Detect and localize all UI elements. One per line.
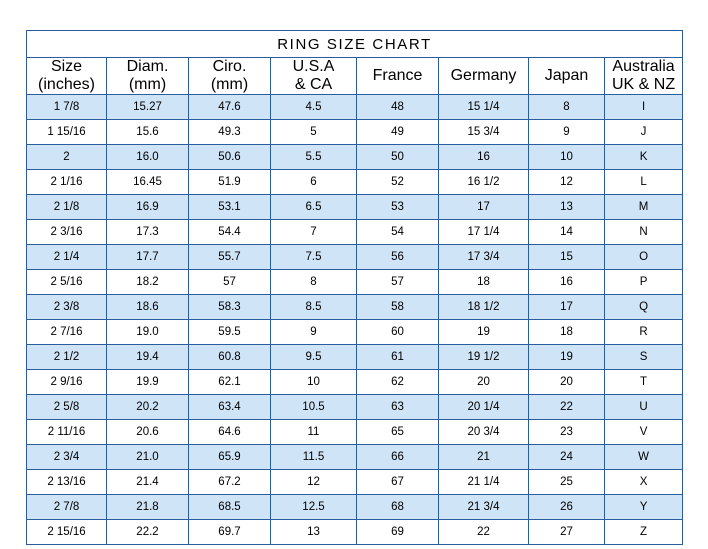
table-cell: 18.6 — [107, 295, 189, 320]
table-row — [27, 95, 683, 120]
table-cell: 19.0 — [107, 320, 189, 345]
table-cell: 19 1/2 — [439, 345, 529, 370]
header-line-2: UK & NZ — [611, 76, 676, 93]
table-cell: 16 1/2 — [439, 170, 529, 195]
table-cell: 23 — [529, 420, 605, 445]
table-row — [27, 195, 683, 220]
column-header-germany: Germany — [439, 58, 529, 95]
table-cell: 19 — [439, 320, 529, 345]
table-cell: 16.9 — [107, 195, 189, 220]
header-line-1: Ciro. — [212, 58, 247, 75]
table-cell: 2 7/16 — [27, 320, 107, 345]
table-cell: Y — [605, 495, 683, 520]
chart-title: RING SIZE CHART — [27, 31, 683, 58]
header-line-1: Diam. — [126, 58, 169, 75]
table-row — [27, 445, 683, 470]
table-row — [27, 320, 683, 345]
column-header-australia-uk-nz — [605, 58, 683, 95]
table-cell: 16.45 — [107, 170, 189, 195]
table-cell: 2 13/16 — [27, 470, 107, 495]
table-cell: 69.7 — [189, 520, 271, 545]
table-cell: 15.27 — [107, 95, 189, 120]
column-header-size — [27, 58, 107, 95]
table-cell: 17.7 — [107, 245, 189, 270]
table-cell: 20 — [439, 370, 529, 395]
column-header-japan: Japan — [529, 58, 605, 95]
table-cell: 9 — [529, 120, 605, 145]
table-cell: 67 — [357, 470, 439, 495]
title-row — [27, 31, 683, 58]
table-cell: 53.1 — [189, 195, 271, 220]
table-cell: 69 — [357, 520, 439, 545]
table-cell: 62.1 — [189, 370, 271, 395]
table-cell: 26 — [529, 495, 605, 520]
table-cell: 20 1/4 — [439, 395, 529, 420]
table-cell: 49 — [357, 120, 439, 145]
table-cell: 17 3/4 — [439, 245, 529, 270]
table-cell: 58 — [357, 295, 439, 320]
table-row — [27, 370, 683, 395]
table-cell: 27 — [529, 520, 605, 545]
table-cell: 5.5 — [271, 145, 357, 170]
header-line-1: U.S.A — [292, 58, 335, 75]
table-cell: T — [605, 370, 683, 395]
column-header-france: France — [357, 58, 439, 95]
table-cell: 65.9 — [189, 445, 271, 470]
table-cell: 62 — [357, 370, 439, 395]
table-row — [27, 495, 683, 520]
table-cell: 22.2 — [107, 520, 189, 545]
table-cell: 12.5 — [271, 495, 357, 520]
header-row — [27, 58, 683, 95]
table-cell: 68.5 — [189, 495, 271, 520]
table-cell: I — [605, 95, 683, 120]
table-cell: 21 1/4 — [439, 470, 529, 495]
table-cell: 65 — [357, 420, 439, 445]
table-cell: 8 — [529, 95, 605, 120]
table-cell: 16.0 — [107, 145, 189, 170]
table-cell: M — [605, 195, 683, 220]
table-cell: J — [605, 120, 683, 145]
table-cell: 21.8 — [107, 495, 189, 520]
table-cell: 2 9/16 — [27, 370, 107, 395]
table-cell: 6 — [271, 170, 357, 195]
table-cell: 66 — [357, 445, 439, 470]
table-cell: P — [605, 270, 683, 295]
table-cell: 47.6 — [189, 95, 271, 120]
table-cell: 12 — [271, 470, 357, 495]
table-cell: 8.5 — [271, 295, 357, 320]
table-cell: 10 — [529, 145, 605, 170]
table-cell: 18.2 — [107, 270, 189, 295]
table-cell: 1 15/16 — [27, 120, 107, 145]
table-row — [27, 270, 683, 295]
table-cell: 50 — [357, 145, 439, 170]
table-cell: 9.5 — [271, 345, 357, 370]
header-line-1: Australia — [612, 58, 675, 75]
table-cell: 13 — [529, 195, 605, 220]
table-cell: V — [605, 420, 683, 445]
table-cell: 6.5 — [271, 195, 357, 220]
table-cell: Q — [605, 295, 683, 320]
table-cell: 2 5/8 — [27, 395, 107, 420]
table-cell: 50.6 — [189, 145, 271, 170]
table-cell: 8 — [271, 270, 357, 295]
table-cell: N — [605, 220, 683, 245]
table-cell: 54 — [357, 220, 439, 245]
table-cell: 18 — [529, 320, 605, 345]
table-cell: 17.3 — [107, 220, 189, 245]
table-cell: 2 3/8 — [27, 295, 107, 320]
table-cell: 11 — [271, 420, 357, 445]
table-cell: U — [605, 395, 683, 420]
table-cell: 57 — [357, 270, 439, 295]
table-row — [27, 145, 683, 170]
ring-size-table — [26, 30, 683, 545]
table-cell: 48 — [357, 95, 439, 120]
table-cell: 54.4 — [189, 220, 271, 245]
table-cell: 15 — [529, 245, 605, 270]
table-cell: W — [605, 445, 683, 470]
table-cell: 21.0 — [107, 445, 189, 470]
table-cell: 22 — [529, 395, 605, 420]
table-cell: 20 3/4 — [439, 420, 529, 445]
table-cell: 2 7/8 — [27, 495, 107, 520]
table-row — [27, 420, 683, 445]
table-cell: 10.5 — [271, 395, 357, 420]
table-cell: 60.8 — [189, 345, 271, 370]
column-header-diameter — [107, 58, 189, 95]
table-cell: 2 1/8 — [27, 195, 107, 220]
table-cell: 5 — [271, 120, 357, 145]
table-cell: 63.4 — [189, 395, 271, 420]
table-cell: 51.9 — [189, 170, 271, 195]
table-cell: 24 — [529, 445, 605, 470]
table-cell: 4.5 — [271, 95, 357, 120]
table-cell: 56 — [357, 245, 439, 270]
table-cell: Z — [605, 520, 683, 545]
table-cell: 20.6 — [107, 420, 189, 445]
header-line-2: (mm) — [210, 76, 249, 93]
table-row — [27, 120, 683, 145]
table-row — [27, 520, 683, 545]
table-cell: 1 7/8 — [27, 95, 107, 120]
table-cell: L — [605, 170, 683, 195]
table-cell: 67.2 — [189, 470, 271, 495]
table-cell: 68 — [357, 495, 439, 520]
table-cell: 60 — [357, 320, 439, 345]
table-cell: K — [605, 145, 683, 170]
table-cell: 2 3/16 — [27, 220, 107, 245]
table-cell: 21 3/4 — [439, 495, 529, 520]
header-line-1: Size — [50, 58, 83, 75]
table-cell: 59.5 — [189, 320, 271, 345]
table-row — [27, 470, 683, 495]
table-cell: 2 3/4 — [27, 445, 107, 470]
table-cell: 17 — [439, 195, 529, 220]
header-line-2: (mm) — [128, 76, 167, 93]
table-cell: 2 1/2 — [27, 345, 107, 370]
ring-size-chart — [26, 30, 682, 545]
header-line-2: (inches) — [38, 76, 95, 93]
table-row — [27, 295, 683, 320]
table-cell: S — [605, 345, 683, 370]
table-row — [27, 245, 683, 270]
table-cell: 2 5/16 — [27, 270, 107, 295]
table-row — [27, 220, 683, 245]
table-cell: 10 — [271, 370, 357, 395]
table-cell: 58.3 — [189, 295, 271, 320]
table-cell: 9 — [271, 320, 357, 345]
table-cell: 64.6 — [189, 420, 271, 445]
table-cell: 18 — [439, 270, 529, 295]
table-cell: 19.9 — [107, 370, 189, 395]
table-cell: 2 1/4 — [27, 245, 107, 270]
table-cell: 13 — [271, 520, 357, 545]
table-cell: 7 — [271, 220, 357, 245]
table-cell: 55.7 — [189, 245, 271, 270]
column-header-usa-ca — [271, 58, 357, 95]
table-cell: 52 — [357, 170, 439, 195]
table-row — [27, 170, 683, 195]
table-cell: 53 — [357, 195, 439, 220]
table-cell: 11.5 — [271, 445, 357, 470]
table-row — [27, 345, 683, 370]
table-cell: 2 15/16 — [27, 520, 107, 545]
table-cell: 14 — [529, 220, 605, 245]
table-cell: 15.6 — [107, 120, 189, 145]
table-cell: 2 11/16 — [27, 420, 107, 445]
table-cell: 20 — [529, 370, 605, 395]
table-cell: X — [605, 470, 683, 495]
table-cell: 57 — [189, 270, 271, 295]
table-body — [27, 95, 683, 545]
table-cell: 2 1/16 — [27, 170, 107, 195]
table-cell: 21.4 — [107, 470, 189, 495]
table-cell: 17 1/4 — [439, 220, 529, 245]
table-cell: 16 — [529, 270, 605, 295]
column-header-circumference — [189, 58, 271, 95]
table-cell: O — [605, 245, 683, 270]
table-cell: R — [605, 320, 683, 345]
table-cell: 12 — [529, 170, 605, 195]
table-cell: 22 — [439, 520, 529, 545]
table-cell: 49.3 — [189, 120, 271, 145]
table-cell: 18 1/2 — [439, 295, 529, 320]
table-cell: 20.2 — [107, 395, 189, 420]
table-cell: 7.5 — [271, 245, 357, 270]
table-cell: 25 — [529, 470, 605, 495]
table-cell: 19.4 — [107, 345, 189, 370]
table-row — [27, 395, 683, 420]
table-cell: 16 — [439, 145, 529, 170]
header-line-2: & CA — [294, 76, 333, 93]
table-cell: 2 — [27, 145, 107, 170]
table-cell: 17 — [529, 295, 605, 320]
table-cell: 15 1/4 — [439, 95, 529, 120]
table-cell: 15 3/4 — [439, 120, 529, 145]
table-cell: 19 — [529, 345, 605, 370]
table-cell: 61 — [357, 345, 439, 370]
table-cell: 21 — [439, 445, 529, 470]
table-cell: 63 — [357, 395, 439, 420]
